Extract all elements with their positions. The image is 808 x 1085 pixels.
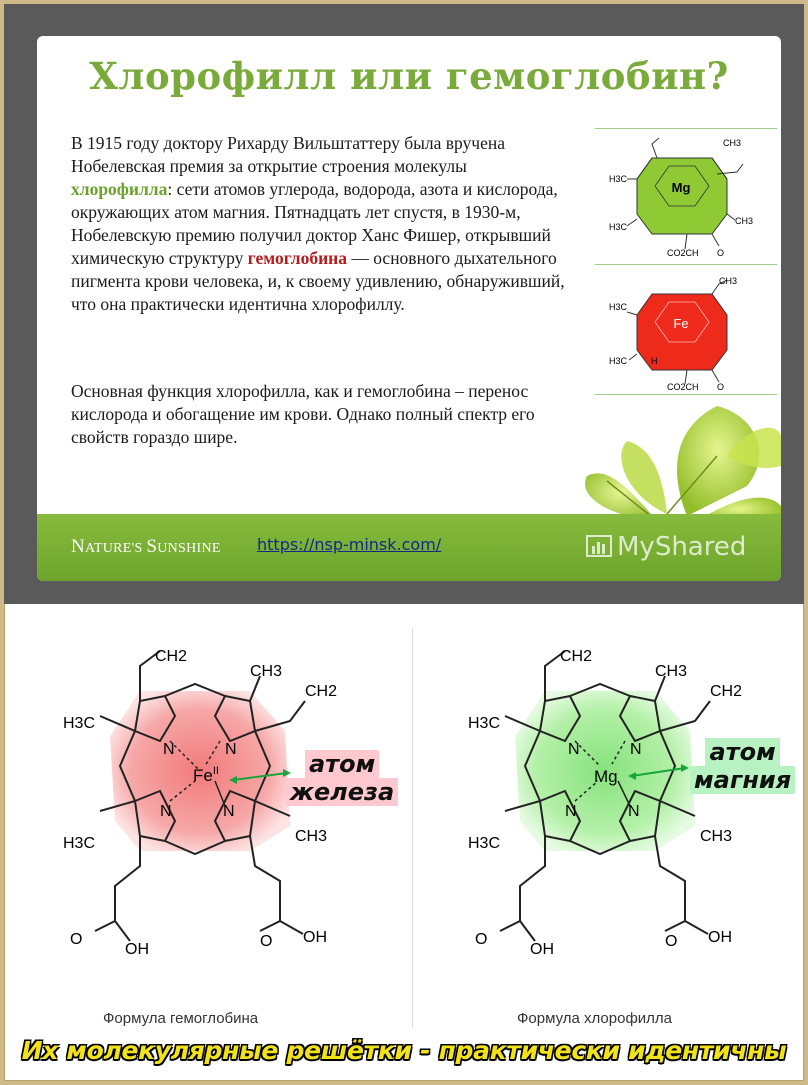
sub-label: H	[651, 356, 658, 366]
formula-divider	[412, 628, 413, 1028]
nitrogen-label: N	[163, 741, 175, 758]
atom-iron-label: атом железа	[286, 750, 398, 806]
atom-magnesium-label: атом магния	[690, 738, 795, 794]
sub-label: O	[717, 382, 725, 392]
small-chlorophyll-molecule	[607, 134, 757, 256]
sub-label: CO2CH	[667, 382, 699, 392]
nitrogen-label: N	[223, 803, 235, 820]
oxygen-label: O	[475, 931, 488, 948]
slide-background	[4, 4, 804, 604]
oh-label: OH	[530, 941, 554, 958]
chart-icon	[585, 532, 613, 562]
watermark-text: MyShared	[617, 532, 747, 562]
sub-label: H3C	[609, 356, 628, 366]
website-link[interactable]: https://nsp-minsk.com/	[257, 535, 442, 554]
ch3-label: CH3	[655, 663, 688, 680]
divider-line	[595, 128, 777, 129]
oxygen-label: O	[260, 933, 273, 950]
ch3-label: CH3	[700, 828, 733, 845]
bottom-banner: Их молекулярные решётки - практически идентичны	[21, 1036, 787, 1065]
sub-label: H3C	[609, 222, 628, 232]
hemoglobin-caption: Формула гемоглобина	[103, 1010, 259, 1027]
oh-label: OH	[303, 929, 327, 946]
ch2-label: CH2	[560, 648, 593, 665]
paragraph-function: Основная функция хлорофилла, как и гемоглобина – перенос кислорода и обогащение им крови. Однако полный спектр его свойств гораздо шире.	[71, 381, 535, 447]
divider-line	[595, 394, 777, 395]
iron-label: $Fe^{II}$	[193, 765, 219, 785]
paragraph-text: : сети атомов углерода, водорода, азота и кислорода, окружающих атом магния. Пятнадцать лет спустя, в 1930-м, Нобелевскую премию получил доктор Ханс Фишер, открывший химическую структуру	[71, 179, 558, 268]
h3c-label: H3C	[63, 835, 96, 852]
nitrogen-label: N	[568, 741, 580, 758]
h3c-label: H3C	[468, 835, 501, 852]
nitrogen-label: N	[160, 803, 172, 820]
oxygen-label: O	[70, 931, 83, 948]
sub-label: CH3	[719, 276, 738, 286]
ch2-label: CH2	[305, 683, 338, 700]
chlorophyll-caption: Формула хлорофилла	[517, 1010, 673, 1027]
sub-label: CH3	[735, 216, 754, 226]
paragraph-history	[71, 132, 571, 316]
sub-label: O	[717, 248, 725, 256]
ch2-label: CH2	[155, 648, 188, 665]
slide-title: Хлорофилл или гемоглобин?	[89, 54, 729, 98]
slide-footer	[37, 514, 781, 581]
oh-label: OH	[708, 929, 732, 946]
nitrogen-label: N	[565, 803, 577, 820]
paragraph-text: — основного дыхательного пигмента крови человека, и, к своему удивлению, обнаруживший, что она практически идентична хлорофиллу.	[71, 248, 565, 314]
oh-label: OH	[125, 941, 149, 958]
sub-label: CO2CH	[667, 248, 699, 256]
oxygen-label: O	[665, 933, 678, 950]
nitrogen-label: N	[225, 741, 237, 758]
sub-label: H3C	[609, 174, 628, 184]
sub-label: CH3	[723, 138, 742, 148]
ch3-label: CH3	[250, 663, 283, 680]
paragraph-text: В 1915 году доктору Рихарду Вильштаттеру была вручена Нобелевская премия за открытие строения молекулы	[71, 133, 505, 176]
nitrogen-label: N	[628, 803, 640, 820]
fe-label: Fe	[673, 316, 689, 331]
sub-label: H3C	[609, 302, 628, 312]
brand-logo: NATURE'S SUNSHINE	[71, 536, 221, 557]
divider-line	[595, 264, 777, 265]
ch2-label: CH2	[710, 683, 743, 700]
ginkgo-leaves-image	[567, 396, 781, 526]
h3c-label: H3C	[63, 715, 96, 732]
mg-label: Mg	[671, 180, 691, 195]
nitrogen-label: N	[630, 741, 642, 758]
presentation-slide	[37, 36, 781, 581]
chlorophyll-formula	[460, 636, 770, 966]
highlight-hemoglobin: гемоглобина	[247, 248, 347, 268]
ch3-label: CH3	[295, 828, 328, 845]
h3c-label: H3C	[468, 715, 501, 732]
highlight-chlorophyll: хлорофилла	[71, 179, 168, 199]
small-hemoglobin-molecule	[607, 272, 757, 392]
magnesium-label: Mg	[594, 767, 618, 786]
